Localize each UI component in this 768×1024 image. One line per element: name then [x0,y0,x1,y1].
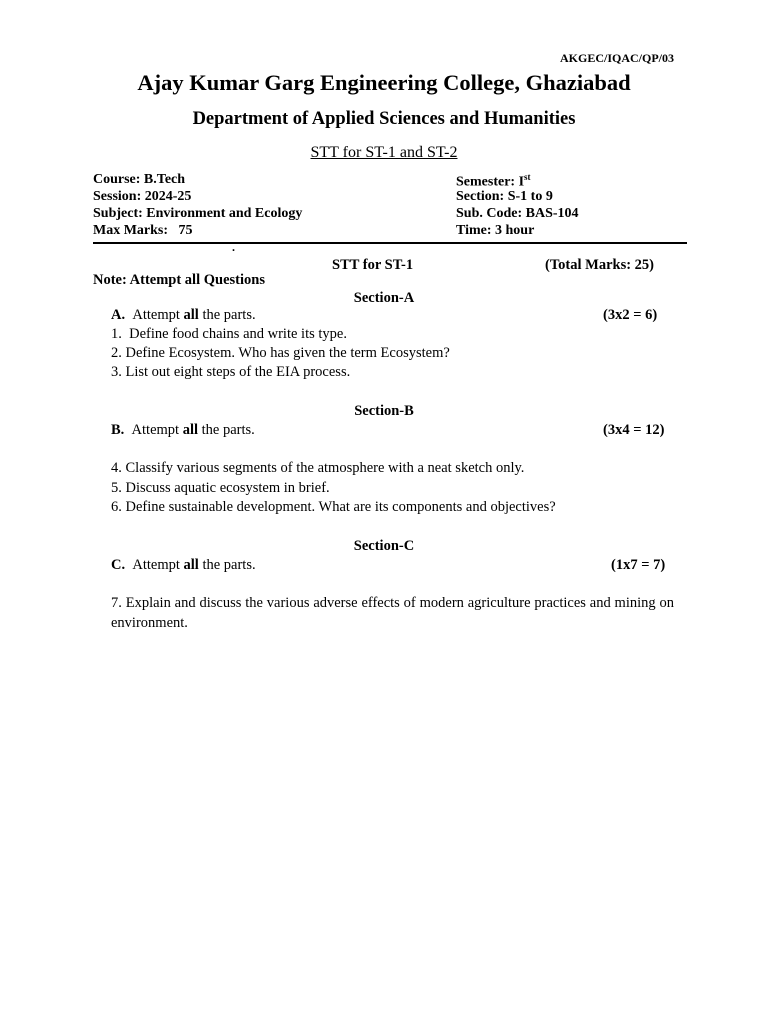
section-a-instr-post: the parts. [198,307,256,323]
total-marks: (Total Marks: 25) [545,257,655,273]
section-b-instr-post: the parts. [198,422,255,438]
college-name: Ajay Kumar Garg Engineering College, Ghaziabad [137,70,631,95]
header-divider [93,242,687,244]
department-name: Department of Applied Sciences and Humanities [192,109,576,129]
section-a-instr-bold: all [183,307,199,323]
semester-field [456,172,531,191]
time-field: Time: 3 hour [456,223,535,238]
question-3: 3. List out eight steps of the EIA process. [111,364,351,380]
section-b-instruction [111,422,255,439]
question-5: 5. Discuss aquatic ecosystem in brief. [111,480,330,496]
test-title: STT for ST-1 and ST-2 [310,144,458,161]
course-field: Course: B.Tech [93,172,186,187]
section-c-letter: C. [111,557,126,573]
stray-dot: . [232,240,235,254]
max-marks-field: Max Marks: 75 [93,223,193,238]
subject-code-field: Sub. Code: BAS-104 [456,206,579,221]
subject-field: Subject: Environment and Ecology [93,206,303,221]
question-7: 7. Explain and discuss the various adverse effects of modern agriculture practices and mining on environment. [111,595,674,631]
section-a-letter: A. [111,307,126,323]
section-b-instr-bold: all [182,422,199,438]
section-c-instruction [111,557,256,574]
st1-title: STT for ST-1 [332,257,414,273]
semester-superscript: st [524,172,531,182]
section-b-instr-pre: Attempt [131,422,183,438]
section-field: Section: S-1 to 9 [456,189,553,204]
document-code: AKGEC/IQAC/QP/03 [559,51,674,65]
section-a-instruction [111,307,256,324]
section-b-marks: (3x4 = 12) [603,422,665,438]
section-c-title: Section-C [353,538,415,554]
section-c-instr-pre: Attempt [132,557,184,573]
question-1: 1. Define food chains and write its type. [111,326,347,342]
question-2: 2. Define Ecosystem. Who has given the term Ecosystem? [111,345,450,361]
section-a-instr-pre: Attempt [132,307,184,323]
question-4: 4. Classify various segments of the atmosphere with a neat sketch only. [111,460,525,476]
section-b-letter: B. [111,422,125,438]
session-field: Session: 2024-25 [93,189,192,204]
section-a-marks: (3x2 = 6) [603,307,658,323]
section-c-instr-post: the parts. [198,557,256,573]
section-a-title: Section-A [353,290,415,306]
section-c-instr-bold: all [183,557,199,573]
semester-label: Semester: I [456,174,525,190]
section-b-title: Section-B [354,403,414,419]
question-6: 6. Define sustainable development. What are its components and objectives? [111,499,556,515]
note-text: Note: Attempt all Questions [93,272,265,288]
section-c-marks: (1x7 = 7) [611,557,666,573]
